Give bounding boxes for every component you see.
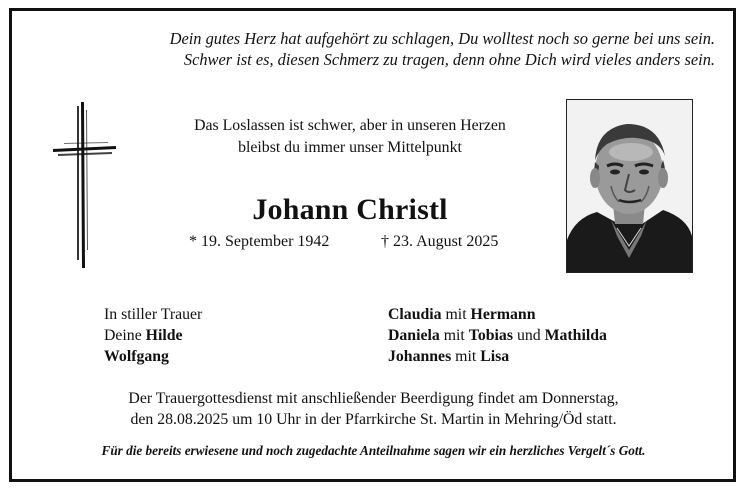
service-info (40, 388, 707, 430)
quote-line-1: Das Loslassen ist schwer, aber in unseren Herzen (194, 117, 506, 134)
mourners-right (388, 304, 607, 367)
mourner-son: Wolfgang (104, 348, 169, 365)
birth-date: * 19. September 1942 (189, 233, 330, 250)
quote (150, 115, 550, 159)
mourner-row-2: Daniela mit Tobias und Mathilda (388, 327, 607, 344)
portrait-image (567, 100, 692, 272)
motto-line-1: Dein gutes Herz hat aufgehört zu schlagen, Du wolltest noch so gerne bei uns sein. (169, 29, 715, 48)
portrait-photo (566, 99, 693, 273)
deceased-name: Johann Christl (252, 193, 448, 226)
mourner-row-3: Johannes mit Lisa (388, 348, 510, 365)
mourners-left (104, 304, 202, 367)
mourning-intro: In stiller Trauer (104, 306, 203, 323)
service-line-1: Der Trauergottesdienst mit anschließender Beerdigung findet am Donnerstag, (128, 390, 619, 407)
mourner-wife: Deine Hilde (104, 327, 183, 344)
cross-icon (50, 100, 120, 272)
service-line-2: den 28.08.2025 um 10 Uhr in der Pfarrkirche St. Martin in Mehring/Öd statt. (130, 411, 617, 428)
thanks-line: Für die bereits erwiesene und noch zugedachte Anteilnahme sagen wir ein herzliches Vergelt´s Gott. (101, 443, 646, 458)
motto (0, 28, 747, 70)
quote-line-2: bleibst du immer unser Mittelpunkt (238, 139, 462, 156)
motto-line-2: Schwer ist es, diesen Schmerz zu tragen, denn ohne Dich wird vieles anders sein. (183, 50, 715, 69)
mourner-row-1: Claudia mit Hermann (388, 306, 536, 323)
death-date: † 23. August 2025 (381, 233, 499, 250)
